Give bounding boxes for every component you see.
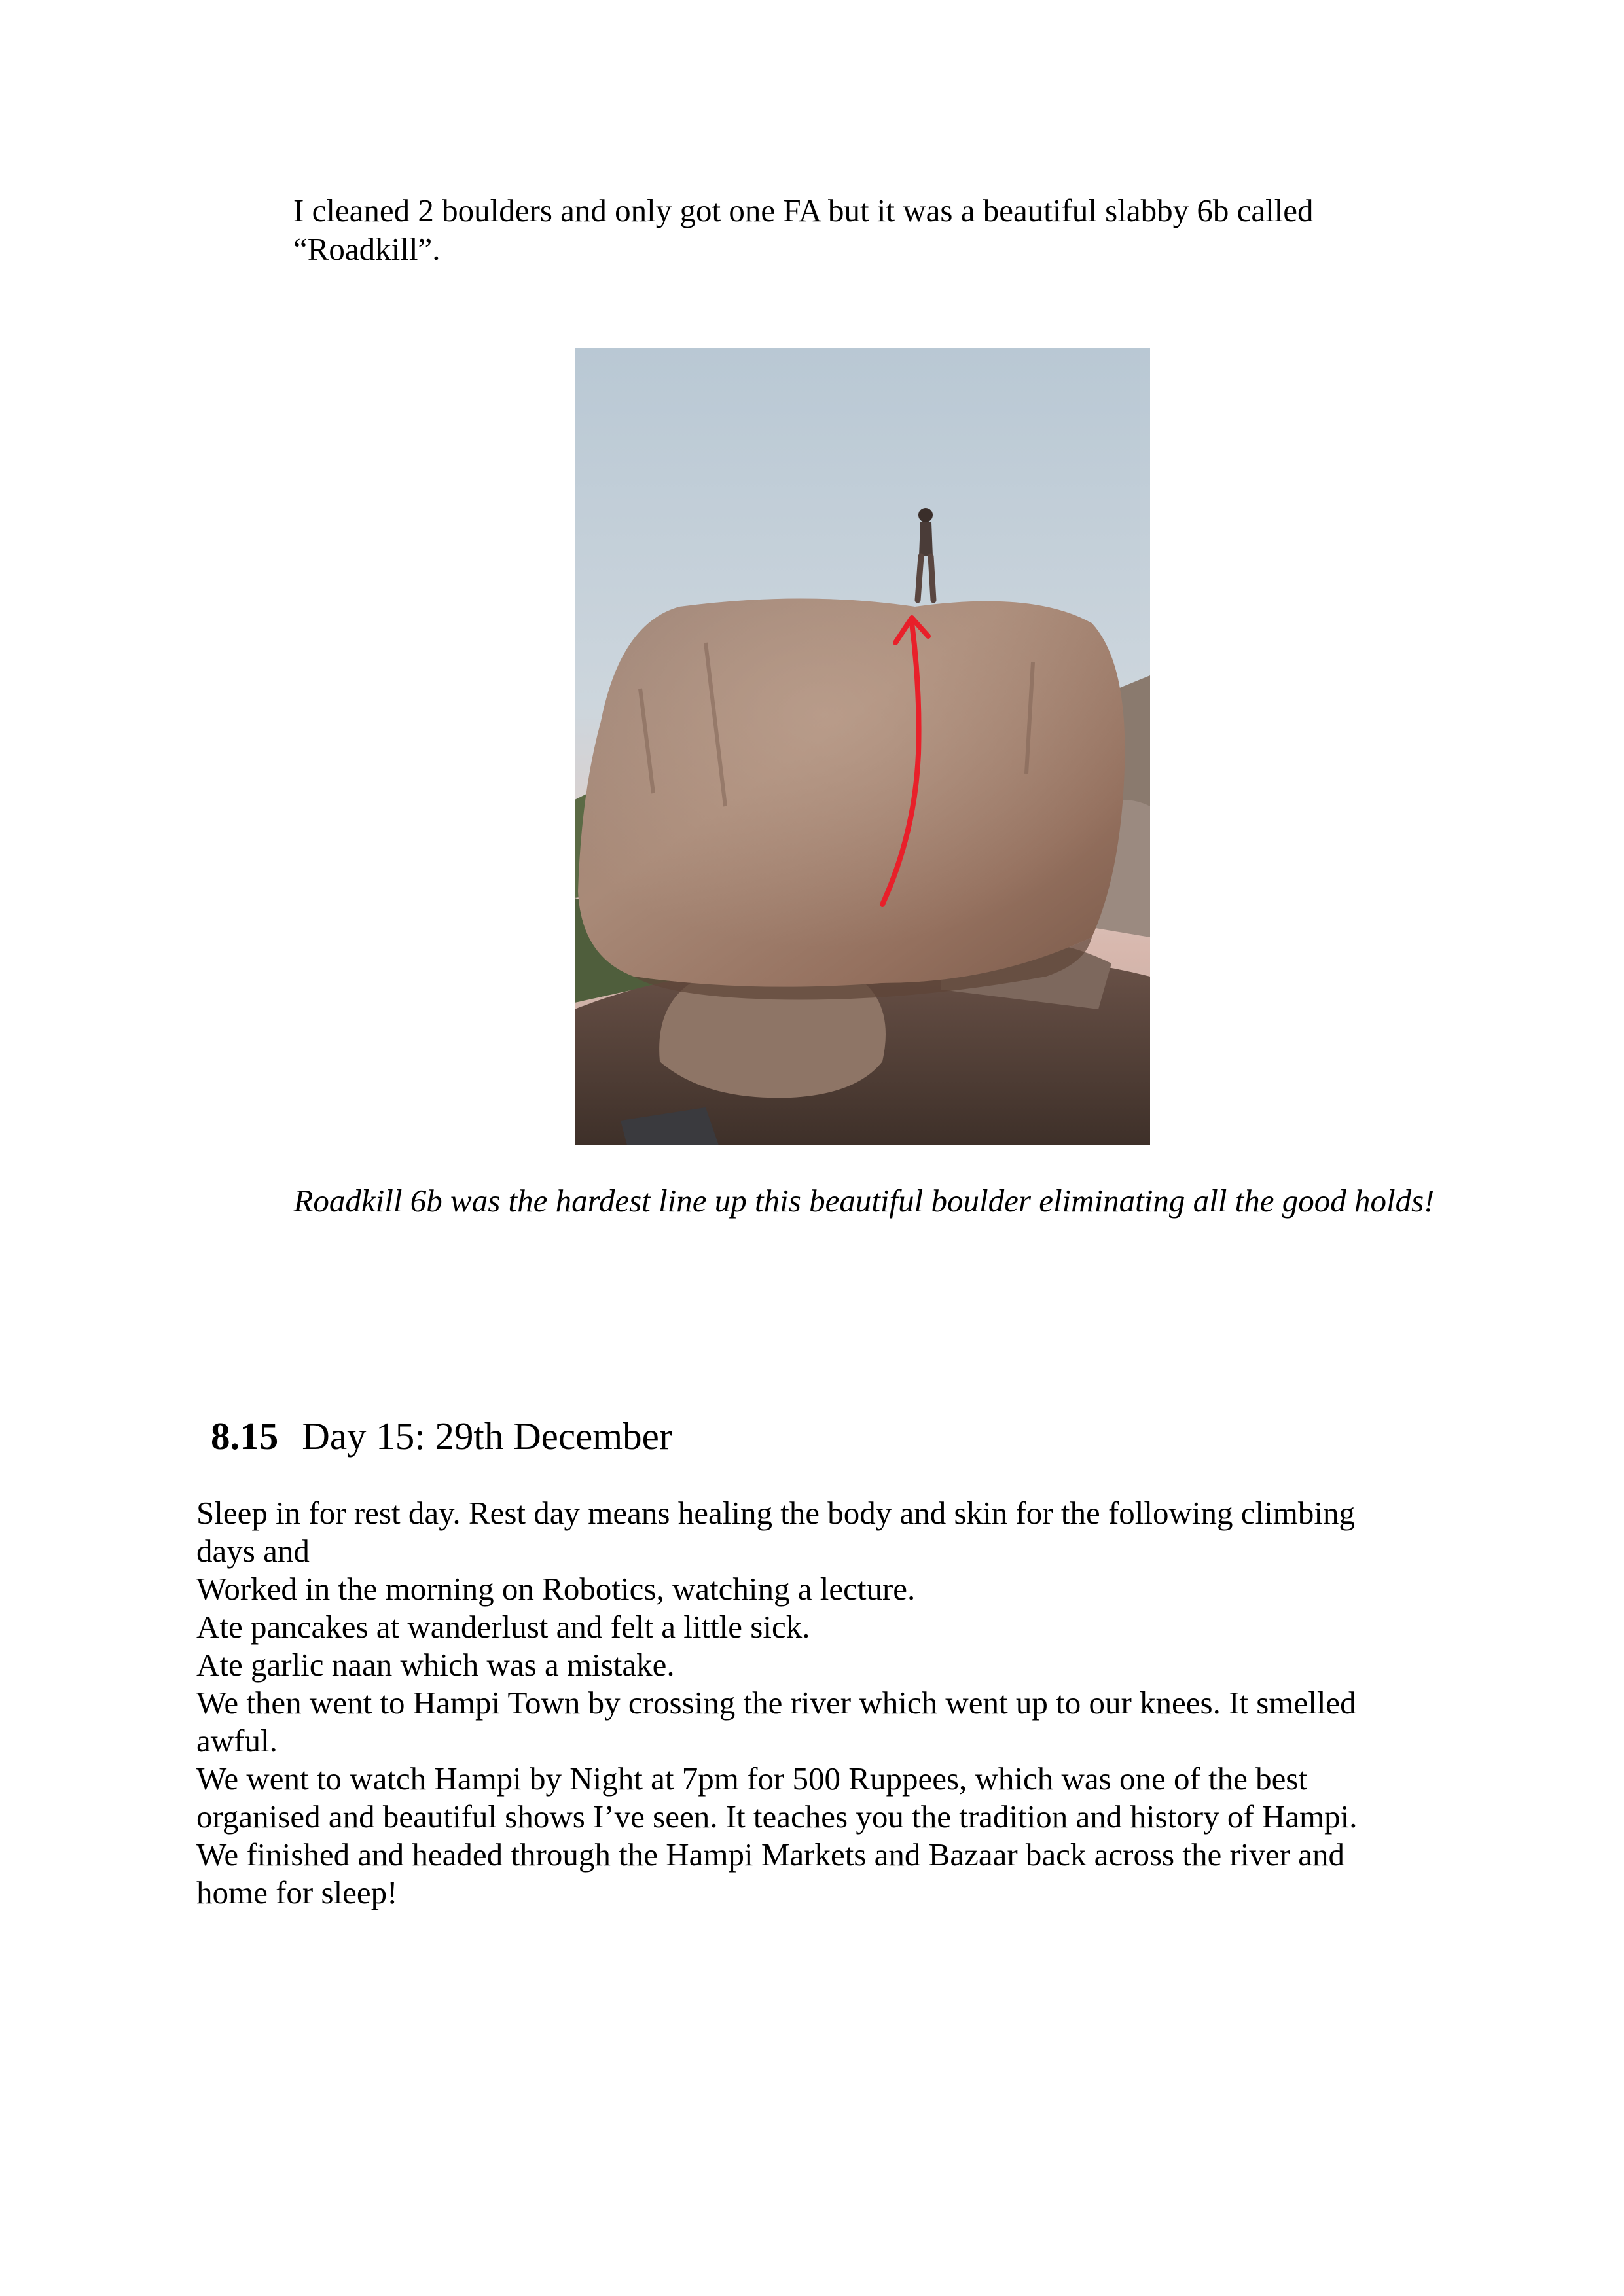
day-journal-body (196, 1494, 1394, 1912)
journal-line: We then went to Hampi Town by crossing the river which went up to our knees. It smelled awful. (196, 1685, 1356, 1759)
section-heading (211, 1412, 672, 1460)
journal-line: Ate garlic naan which was a mistake. (196, 1647, 675, 1683)
journal-line: We went to watch Hampi by Night at 7pm for 500 Ruppees, which was one of the best organised and beautiful shows I’ve seen. It teaches you the tradition and history of Hampi. (196, 1761, 1358, 1835)
boulder-photo (575, 348, 1150, 1145)
journal-line: We finished and headed through the Hampi Markets and Bazaar back across the river and home for sleep! (196, 1837, 1344, 1910)
journal-line: Worked in the morning on Robotics, watching a lecture. (196, 1571, 916, 1607)
section-number: 8.15 (211, 1414, 279, 1458)
boulder-photo-illustration (575, 348, 1150, 1145)
section-title: Day 15: 29th December (302, 1414, 672, 1458)
figure-caption: Roadkill 6b was the hardest line up this beautiful boulder eliminating all the good holds! (293, 1183, 1435, 1219)
intro-paragraph (293, 191, 1393, 268)
journal-line: Ate pancakes at wanderlust and felt a little sick. (196, 1609, 810, 1645)
journal-line: Sleep in for rest day. Rest day means healing the body and skin for the following climbing days and (196, 1495, 1355, 1569)
intro-text: I cleaned 2 boulders and only got one FA but it was a beautiful slabby 6b called “Roadkill”. (293, 192, 1314, 267)
